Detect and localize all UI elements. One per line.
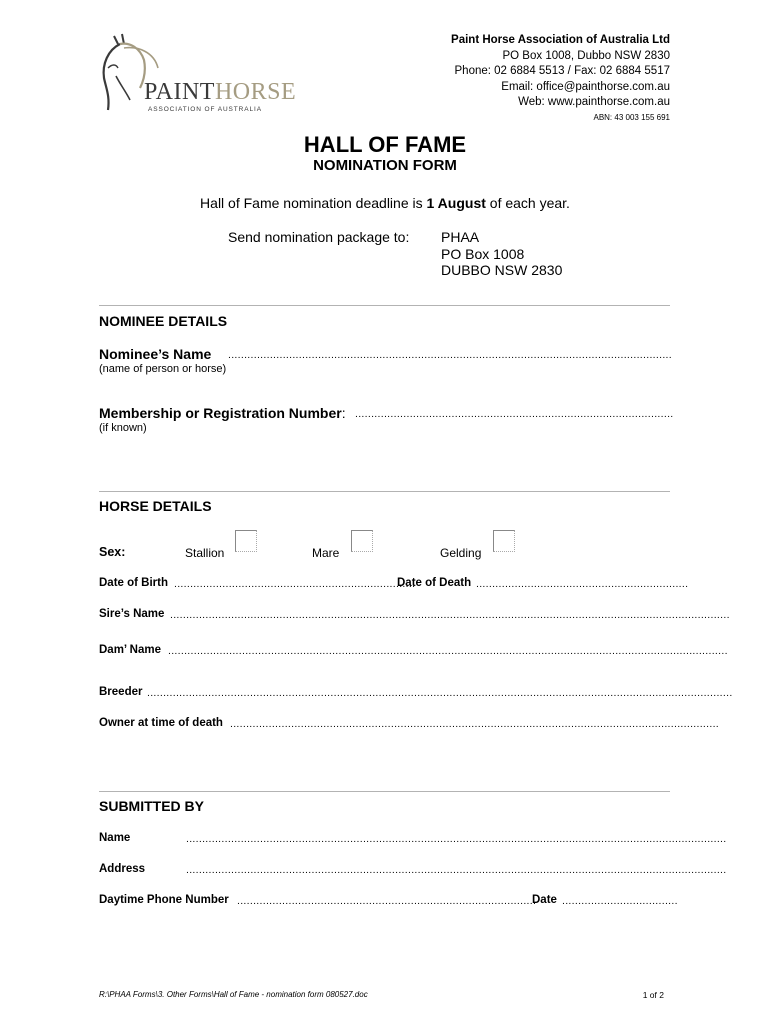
send-label: Send nomination package to:: [228, 229, 410, 245]
footer-file-path: R:\PHAA Forms\3. Other Forms\Hall of Fame - nomination form 080527.doc: [99, 990, 368, 999]
dob-label: Date of Birth: [99, 577, 168, 589]
owner-field[interactable]: ........................................................................................................................................................: [230, 718, 720, 730]
membership-label-colon: :: [341, 405, 346, 421]
deadline-notice: [0, 195, 770, 211]
membership-note: (if known): [99, 422, 147, 434]
form-subtitle: NOMINATION FORM: [313, 157, 457, 174]
submitter-address-label: Address: [99, 863, 146, 875]
submitter-name-label: Name: [99, 832, 131, 844]
daytime-phone-label: Daytime Phone Number: [99, 894, 229, 906]
stallion-label: Stallion: [185, 546, 225, 560]
submitted-section-heading: SUBMITTED BY: [99, 798, 204, 814]
membership-field[interactable]: ...................................................................................................: [355, 408, 674, 420]
sex-label: Sex:: [99, 545, 126, 559]
org-web: Web: www.painthorse.com.au: [518, 96, 670, 108]
breeder-field[interactable]: ......................................................................................................................................................................................: [147, 687, 733, 699]
logo-word-horse: HORSE: [214, 79, 297, 105]
deadline-pre: Hall of Fame nomination deadline is: [200, 195, 427, 211]
nominee-section-heading: NOMINEE DETAILS: [99, 313, 228, 329]
stallion-checkbox[interactable]: [235, 530, 257, 552]
gelding-checkbox[interactable]: [493, 530, 515, 552]
dod-field[interactable]: ..................................................................: [476, 578, 689, 590]
section-divider: [99, 305, 670, 306]
org-abn: ABN: 43 003 155 691: [593, 112, 670, 122]
nominee-name-note: (name of person or horse): [99, 363, 227, 375]
submitter-name-field[interactable]: ........................................................................................................................................................................: [186, 833, 727, 845]
deadline-post: of each year.: [485, 195, 570, 211]
submitter-address-field[interactable]: ........................................................................................................................................................................: [186, 864, 727, 876]
org-phone: Phone: 02 6884 5513 / Fax: 02 6884 5517: [454, 65, 670, 77]
send-address: [441, 229, 562, 279]
send-address-line1: PHAA: [441, 229, 480, 245]
org-po-box: PO Box 1008, Dubbo NSW 2830: [502, 49, 670, 62]
membership-label: [99, 405, 346, 421]
dam-label: Dam’ Name: [99, 644, 162, 656]
page-number: 1 of 2: [642, 990, 664, 1000]
org-email: Email: office@painthorse.com.au: [501, 80, 670, 93]
mare-checkbox[interactable]: [351, 530, 373, 552]
logo-wordmark: [144, 80, 296, 104]
org-address-block: [451, 33, 670, 125]
membership-label-text: Membership or Registration Number: [99, 405, 342, 421]
send-address-line2: PO Box 1008: [441, 245, 525, 262]
section-divider: [99, 491, 670, 492]
owner-label: Owner at time of death: [99, 717, 223, 729]
daytime-phone-field[interactable]: .............................................................................................: [237, 895, 537, 907]
gelding-label: Gelding: [440, 546, 482, 560]
deadline-date: 1 August: [426, 195, 486, 211]
mare-label: Mare: [312, 546, 340, 560]
form-title: HALL OF FAME: [303, 132, 467, 157]
dob-field[interactable]: ...........................................................................: [174, 578, 416, 590]
horse-section-heading: HORSE DETAILS: [99, 498, 212, 514]
nominee-name-label: Nominee’s Name: [99, 346, 212, 362]
paint-horse-logo: [100, 30, 297, 125]
nominee-name-field[interactable]: ..........................................................................................................................................: [228, 349, 672, 361]
submitted-date-label: Date: [532, 894, 557, 906]
logo-subtitle: ASSOCIATION OF AUSTRALIA: [148, 106, 262, 113]
dod-label: Date of Death: [397, 577, 472, 589]
dam-field[interactable]: ..............................................................................................................................................................................: [168, 645, 728, 657]
sire-label: Sire’s Name: [99, 608, 165, 620]
section-divider: [99, 791, 670, 792]
org-name: Paint Horse Association of Australia Ltd: [451, 34, 670, 46]
submitted-date-field[interactable]: ....................................: [562, 895, 678, 907]
send-address-line3: DUBBO NSW 2830: [441, 262, 563, 278]
breeder-label: Breeder: [99, 686, 143, 698]
sire-field[interactable]: ..............................................................................................................................................................................: [170, 609, 730, 621]
logo-word-paint: PAINT: [144, 79, 215, 105]
